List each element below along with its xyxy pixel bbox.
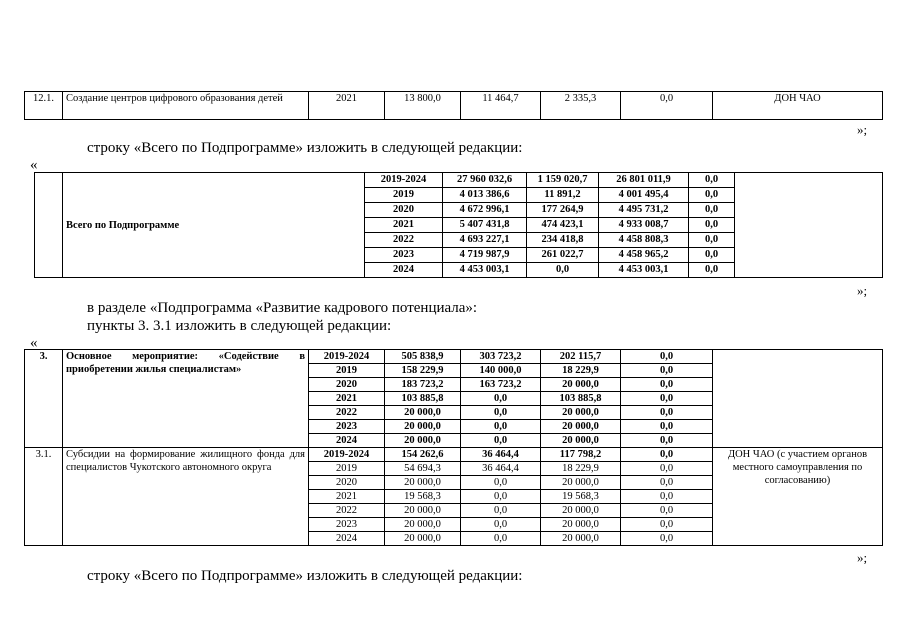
row-name: Создание центров цифрового образования детей xyxy=(63,92,309,120)
year-cell: 2022 xyxy=(309,406,385,420)
other-value-cell: 0,0 xyxy=(621,364,713,378)
regional-value-cell: 20 000,0 xyxy=(541,504,621,518)
total-value-cell: 20 000,0 xyxy=(385,406,461,420)
federal-value-cell: 303 723,2 xyxy=(461,350,541,364)
year-cell: 2023 xyxy=(309,518,385,532)
regional-value-cell: 26 801 011,9 xyxy=(599,173,689,188)
federal-value-cell: 163 723,2 xyxy=(461,378,541,392)
other-value-cell: 0,0 xyxy=(621,504,713,518)
total-value-cell: 103 885,8 xyxy=(385,392,461,406)
regional-value-cell: 4 458 965,2 xyxy=(599,248,689,263)
federal-value-cell: 0,0 xyxy=(461,434,541,448)
table-row xyxy=(25,448,883,462)
federal-value-cell: 0,0 xyxy=(461,392,541,406)
other-value-cell: 0,0 xyxy=(689,188,735,203)
federal-value-cell: 0,0 xyxy=(527,263,599,278)
federal-value-cell: 474 423,1 xyxy=(527,218,599,233)
year-cell: 2024 xyxy=(309,532,385,546)
item-name: Основное мероприятие: «Содействие в приобретении жилья специалистам» xyxy=(63,350,309,448)
total-value-cell: 20 000,0 xyxy=(385,434,461,448)
other-value-cell: 0,0 xyxy=(621,448,713,462)
row-value-federal: 11 464,7 xyxy=(461,92,541,120)
other-value-cell: 0,0 xyxy=(621,392,713,406)
other-value-cell: 0,0 xyxy=(689,203,735,218)
total-value-cell: 183 723,2 xyxy=(385,378,461,392)
regional-value-cell: 103 885,8 xyxy=(541,392,621,406)
year-cell: 2022 xyxy=(309,504,385,518)
total-value-cell: 54 694,3 xyxy=(385,462,461,476)
opening-quote: « xyxy=(30,335,38,351)
regional-value-cell: 4 458 808,3 xyxy=(599,233,689,248)
row-year: 2021 xyxy=(309,92,385,120)
row-responsible: ДОН ЧАО xyxy=(713,92,883,120)
other-value-cell: 0,0 xyxy=(621,420,713,434)
other-value-cell: 0,0 xyxy=(621,490,713,504)
item-responsible xyxy=(713,350,883,448)
row-12-1-table xyxy=(24,91,883,120)
federal-value-cell: 177 264,9 xyxy=(527,203,599,218)
row-number: 12.1. xyxy=(25,92,63,120)
regional-value-cell: 4 453 003,1 xyxy=(599,263,689,278)
federal-value-cell: 0,0 xyxy=(461,532,541,546)
year-cell: 2021 xyxy=(365,218,443,233)
federal-value-cell: 0,0 xyxy=(461,476,541,490)
year-cell: 2019 xyxy=(309,364,385,378)
year-cell: 2020 xyxy=(365,203,443,218)
federal-value-cell: 0,0 xyxy=(461,420,541,434)
regional-value-cell: 20 000,0 xyxy=(541,434,621,448)
regional-value-cell: 19 568,3 xyxy=(541,490,621,504)
year-cell: 2020 xyxy=(309,378,385,392)
year-cell: 2019-2024 xyxy=(365,173,443,188)
total-value-cell: 20 000,0 xyxy=(385,476,461,490)
regional-value-cell: 117 798,2 xyxy=(541,448,621,462)
regional-value-cell: 20 000,0 xyxy=(541,406,621,420)
item-responsible: ДОН ЧАО (с участием органов местного самоуправления по согласованию) xyxy=(713,448,883,546)
regional-value-cell: 20 000,0 xyxy=(541,532,621,546)
year-cell: 2023 xyxy=(365,248,443,263)
federal-value-cell: 234 418,8 xyxy=(527,233,599,248)
item-number: 3.1. xyxy=(25,448,63,546)
items-table xyxy=(24,349,883,546)
other-value-cell: 0,0 xyxy=(621,476,713,490)
year-cell: 2024 xyxy=(365,263,443,278)
row-value-total: 13 800,0 xyxy=(385,92,461,120)
total-value-cell: 4 693 227,1 xyxy=(443,233,527,248)
other-value-cell: 0,0 xyxy=(621,378,713,392)
year-cell: 2019-2024 xyxy=(309,350,385,364)
regional-value-cell: 20 000,0 xyxy=(541,518,621,532)
other-value-cell: 0,0 xyxy=(689,233,735,248)
federal-value-cell: 11 891,2 xyxy=(527,188,599,203)
year-cell: 2019 xyxy=(309,462,385,476)
total-value-cell: 158 229,9 xyxy=(385,364,461,378)
other-value-cell: 0,0 xyxy=(689,218,735,233)
total-value-cell: 5 407 431,8 xyxy=(443,218,527,233)
other-value-cell: 0,0 xyxy=(621,406,713,420)
closing-quote: »; xyxy=(857,283,868,298)
regional-value-cell: 202 115,7 xyxy=(541,350,621,364)
other-value-cell: 0,0 xyxy=(689,248,735,263)
year-cell: 2021 xyxy=(309,490,385,504)
total-value-cell: 4 453 003,1 xyxy=(443,263,527,278)
closing-quote: »; xyxy=(857,122,868,137)
paragraph: пункты 3. 3.1 изложить в следующей редакции: xyxy=(87,318,392,334)
row-value-other: 0,0 xyxy=(621,92,713,120)
total-value-cell: 20 000,0 xyxy=(385,518,461,532)
federal-value-cell: 140 000,0 xyxy=(461,364,541,378)
year-cell: 2019-2024 xyxy=(309,448,385,462)
year-cell: 2022 xyxy=(365,233,443,248)
blank-cell xyxy=(735,173,883,278)
regional-value-cell: 4 495 731,2 xyxy=(599,203,689,218)
other-value-cell: 0,0 xyxy=(621,518,713,532)
total-value-cell: 20 000,0 xyxy=(385,504,461,518)
closing-quote: »; xyxy=(857,550,868,565)
year-cell: 2024 xyxy=(309,434,385,448)
row-value-regional: 2 335,3 xyxy=(541,92,621,120)
total-value-cell: 27 960 032,6 xyxy=(443,173,527,188)
other-value-cell: 0,0 xyxy=(621,434,713,448)
federal-value-cell: 1 159 020,7 xyxy=(527,173,599,188)
total-value-cell: 19 568,3 xyxy=(385,490,461,504)
federal-value-cell: 0,0 xyxy=(461,518,541,532)
total-value-cell: 20 000,0 xyxy=(385,532,461,546)
total-value-cell: 154 262,6 xyxy=(385,448,461,462)
total-table xyxy=(34,172,883,278)
other-value-cell: 0,0 xyxy=(621,532,713,546)
paragraph: строку «Всего по Подпрограмме» изложить в следующей редакции: xyxy=(87,140,523,156)
federal-value-cell: 0,0 xyxy=(461,504,541,518)
federal-value-cell: 36 464,4 xyxy=(461,462,541,476)
year-cell: 2023 xyxy=(309,420,385,434)
federal-value-cell: 0,0 xyxy=(461,406,541,420)
other-value-cell: 0,0 xyxy=(621,462,713,476)
regional-value-cell: 18 229,9 xyxy=(541,462,621,476)
regional-value-cell: 20 000,0 xyxy=(541,378,621,392)
year-cell: 2019 xyxy=(365,188,443,203)
total-value-cell: 4 719 987,9 xyxy=(443,248,527,263)
item-name: Субсидии на формирование жилищного фонда для специалистов Чукотского автономного округа xyxy=(63,448,309,546)
table-row xyxy=(35,173,883,188)
federal-value-cell: 36 464,4 xyxy=(461,448,541,462)
regional-value-cell: 4 933 008,7 xyxy=(599,218,689,233)
opening-quote: « xyxy=(30,157,38,173)
blank-cell xyxy=(35,173,63,278)
regional-value-cell: 4 001 495,4 xyxy=(599,188,689,203)
total-value-cell: 4 672 996,1 xyxy=(443,203,527,218)
total-value-cell: 20 000,0 xyxy=(385,420,461,434)
regional-value-cell: 20 000,0 xyxy=(541,476,621,490)
paragraph: строку «Всего по Подпрограмме» изложить в следующей редакции: xyxy=(87,568,523,584)
federal-value-cell: 261 022,7 xyxy=(527,248,599,263)
year-cell: 2020 xyxy=(309,476,385,490)
paragraph: в разделе «Подпрограмма «Развитие кадрового потенциала»: xyxy=(87,300,478,316)
regional-value-cell: 18 229,9 xyxy=(541,364,621,378)
table-row xyxy=(25,350,883,364)
total-label: Всего по Подпрограмме xyxy=(63,173,365,278)
other-value-cell: 0,0 xyxy=(689,173,735,188)
total-value-cell: 505 838,9 xyxy=(385,350,461,364)
regional-value-cell: 20 000,0 xyxy=(541,420,621,434)
other-value-cell: 0,0 xyxy=(689,263,735,278)
year-cell: 2021 xyxy=(309,392,385,406)
total-value-cell: 4 013 386,6 xyxy=(443,188,527,203)
item-number: 3. xyxy=(25,350,63,448)
federal-value-cell: 0,0 xyxy=(461,490,541,504)
other-value-cell: 0,0 xyxy=(621,350,713,364)
